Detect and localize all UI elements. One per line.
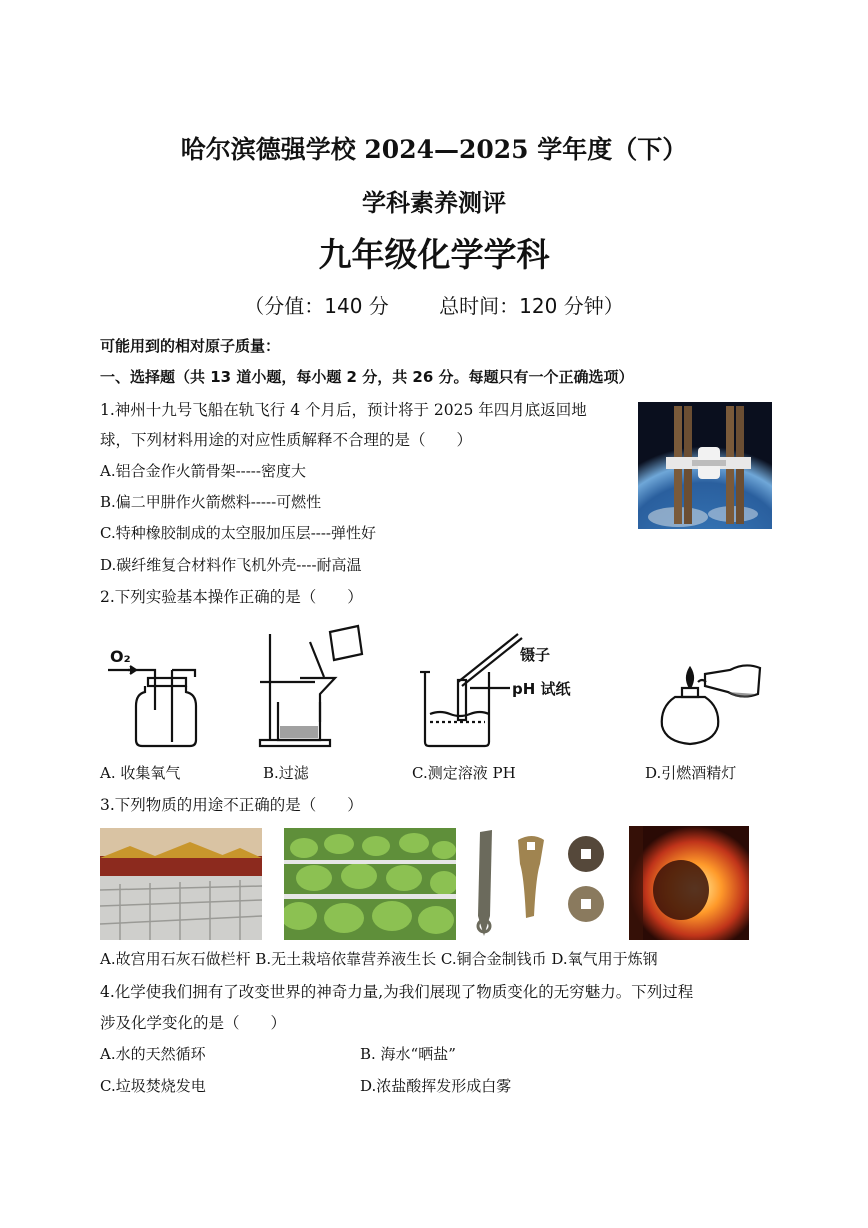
exam-subtitle: 学科素养测评 (362, 188, 506, 217)
q2-option-d: D.引燃酒精灯 (645, 764, 737, 782)
score-time-line (0, 290, 868, 319)
space-station-photo (638, 402, 772, 529)
q3-stem: 3.下列物质的用途不正确的是（ ） (100, 796, 363, 814)
hydroponic-plants-photo (284, 828, 456, 940)
forbidden-city-photo (100, 828, 262, 940)
q4-option-b: B. 海水“晒盐” (360, 1045, 456, 1063)
q4-stem-line1: 4.化学使我们拥有了改变世界的神奇力量,为我们展现了物质变化的无穷魅力。下列过程 (100, 983, 694, 1001)
q3-options-line: A.故宫用石灰石做栏杆 B.无土栽培依靠营养液生长 C.铜合金制钱币 D.氧气用于炼钢 (100, 950, 658, 968)
q4-option-d: D.浓盐酸挥发形成白雾 (360, 1077, 512, 1095)
q2-stem: 2.下列实验基本操作正确的是（ ） (100, 588, 363, 606)
atomic-mass-note: 可能用到的相对原子质量： (100, 337, 281, 355)
q1-option-b: B.偏二甲肼作火箭燃料-----可燃性 (100, 493, 322, 511)
steelmaking-furnace-photo (629, 826, 749, 940)
q1-option-c: C.特种橡胶制成的太空服加压层----弹性好 (100, 524, 376, 542)
lab-operations-diagram (100, 622, 770, 752)
q2-option-c: C.测定溶液 PH (412, 764, 516, 782)
q2-option-a: A. 收集氧气 (100, 764, 181, 782)
q4-option-c: C.垃圾焚烧发电 (100, 1077, 206, 1095)
q1-option-a: A.铝合金作火箭骨架-----密度大 (100, 462, 306, 480)
ph-paper-label: pH 试纸 (512, 680, 571, 698)
tweezers-label: 镊子 (520, 646, 551, 664)
q2-option-b: B.过滤 (263, 764, 309, 782)
subject-title: 九年级化学学科 (318, 235, 550, 274)
q4-option-a: A.水的天然循环 (100, 1045, 206, 1063)
q4-stem-line2: 涉及化学变化的是（ ） (100, 1014, 287, 1032)
q1-stem-line1: 1.神州十九号飞船在轨飞行 4 个月后，预计将于 2025 年四月底返回地 (100, 401, 587, 419)
section-title: 一、选择题（共 13 道小题，每小题 2 分，共 26 分。每题只有一个正确选项） (100, 368, 634, 386)
q1-stem-line2: 球，下列材料用途的对应性质解释不合理的是（ ） (100, 431, 473, 449)
o2-label: O₂ (110, 647, 131, 666)
school-title: 哈尔滨德强学校 2024—2025 学年度（下） (180, 135, 688, 164)
ancient-coins-photo (470, 826, 615, 940)
q1-option-d: D.碳纤维复合材料作飞机外壳----耐高温 (100, 556, 362, 574)
time-info: 总时间：120 分钟） (439, 294, 624, 318)
score-info: （分值：140 分 (244, 294, 389, 318)
